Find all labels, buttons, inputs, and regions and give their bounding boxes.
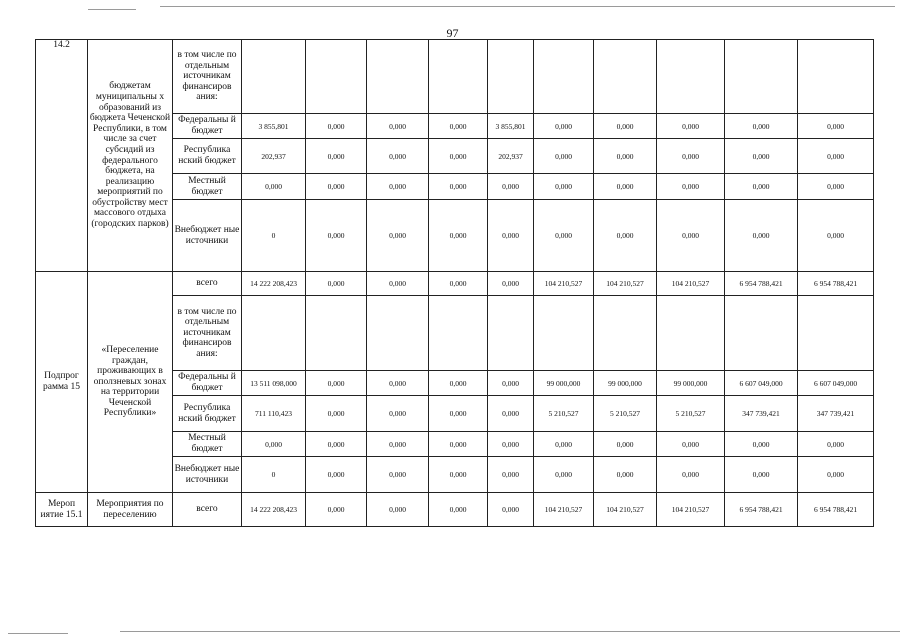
amount-cell: 711 110,423 bbox=[242, 396, 306, 432]
amount-cell: 0,000 bbox=[725, 457, 798, 493]
amount-cell: 0,000 bbox=[429, 396, 488, 432]
amount-cell: 0,000 bbox=[306, 272, 367, 296]
amount-cell: 0,000 bbox=[488, 200, 534, 272]
amount-cell: 0,000 bbox=[242, 432, 306, 457]
amount-cell: 99 000,000 bbox=[594, 371, 657, 396]
amount-cell: 99 000,000 bbox=[657, 371, 725, 396]
amount-cell bbox=[657, 40, 725, 114]
amount-cell: 0,000 bbox=[534, 139, 594, 174]
amount-cell: 0,000 bbox=[367, 457, 429, 493]
amount-cell: 0,000 bbox=[534, 457, 594, 493]
amount-cell: 0,000 bbox=[306, 432, 367, 457]
amount-cell bbox=[306, 40, 367, 114]
amount-cell bbox=[534, 40, 594, 114]
amount-cell: 0,000 bbox=[367, 272, 429, 296]
funding-source: Федеральны й бюджет bbox=[173, 371, 242, 396]
amount-cell: 0,000 bbox=[798, 432, 874, 457]
funding-source: Внебюджет ные источники bbox=[173, 200, 242, 272]
amount-cell: 0,000 bbox=[306, 174, 367, 200]
amount-cell: 0,000 bbox=[725, 200, 798, 272]
funding-source: Местный бюджет bbox=[173, 174, 242, 200]
amount-cell: 0,000 bbox=[725, 114, 798, 139]
amount-cell: 0 bbox=[242, 457, 306, 493]
amount-cell: 5 210,527 bbox=[594, 396, 657, 432]
amount-cell: 6 954 788,421 bbox=[725, 493, 798, 527]
amount-cell: 0,000 bbox=[367, 139, 429, 174]
amount-cell bbox=[367, 40, 429, 114]
amount-cell: 0,000 bbox=[594, 174, 657, 200]
amount-cell: 6 607 049,000 bbox=[798, 371, 874, 396]
amount-cell: 0,000 bbox=[367, 396, 429, 432]
amount-cell: 0,000 bbox=[429, 493, 488, 527]
amount-cell bbox=[367, 296, 429, 371]
funding-source: Внебюджет ные источники bbox=[173, 457, 242, 493]
amount-cell: 0,000 bbox=[594, 432, 657, 457]
page-number: 97 bbox=[446, 26, 459, 40]
amount-cell: 0,000 bbox=[306, 371, 367, 396]
amount-cell: 0 bbox=[242, 200, 306, 272]
row-number: Подпрог рамма 15 bbox=[36, 272, 88, 493]
amount-cell: 202,937 bbox=[242, 139, 306, 174]
amount-cell: 0,000 bbox=[657, 432, 725, 457]
amount-cell: 0,000 bbox=[798, 200, 874, 272]
amount-cell bbox=[594, 40, 657, 114]
amount-cell: 0,000 bbox=[488, 432, 534, 457]
amount-cell: 0,000 bbox=[488, 371, 534, 396]
measure-name: бюджетам муниципальны х образований из бюджета Чеченской Республики, в том числе за счет субсидий из федерального бюджета, на реализацию мероприятий по обустройству мест массового отдыха (городских парков) bbox=[88, 40, 173, 272]
amount-cell: 0,000 bbox=[306, 114, 367, 139]
amount-cell: 0,000 bbox=[306, 493, 367, 527]
amount-cell bbox=[488, 296, 534, 371]
amount-cell bbox=[429, 40, 488, 114]
amount-cell bbox=[429, 296, 488, 371]
amount-cell: 0,000 bbox=[367, 114, 429, 139]
amount-cell: 0,000 bbox=[367, 200, 429, 272]
amount-cell: 0,000 bbox=[429, 432, 488, 457]
amount-cell: 0,000 bbox=[429, 371, 488, 396]
amount-cell bbox=[725, 40, 798, 114]
amount-cell: 6 607 049,000 bbox=[725, 371, 798, 396]
amount-cell: 0,000 bbox=[429, 272, 488, 296]
amount-cell bbox=[594, 296, 657, 371]
amount-cell: 99 000,000 bbox=[534, 371, 594, 396]
amount-cell: 0,000 bbox=[367, 432, 429, 457]
amount-cell: 104 210,527 bbox=[534, 493, 594, 527]
amount-cell: 5 210,527 bbox=[657, 396, 725, 432]
amount-cell: 6 954 788,421 bbox=[725, 272, 798, 296]
amount-cell: 0,000 bbox=[367, 174, 429, 200]
row-number: Мероп иятие 15.1 bbox=[36, 493, 88, 527]
amount-cell: 0,000 bbox=[306, 200, 367, 272]
amount-cell: 0,000 bbox=[488, 272, 534, 296]
amount-cell: 0,000 bbox=[429, 139, 488, 174]
amount-cell bbox=[725, 296, 798, 371]
funding-source: Республика нский бюджет bbox=[173, 139, 242, 174]
amount-cell: 0,000 bbox=[306, 396, 367, 432]
measure-name: Мероприятия по переселению bbox=[88, 493, 173, 527]
scan-edge-bottom-left bbox=[8, 633, 68, 634]
amount-cell: 347 739,421 bbox=[798, 396, 874, 432]
table-row bbox=[36, 493, 874, 527]
amount-cell: 0,000 bbox=[242, 174, 306, 200]
funding-source: всего bbox=[173, 272, 242, 296]
amount-cell: 0,000 bbox=[657, 139, 725, 174]
amount-cell: 0,000 bbox=[534, 114, 594, 139]
amount-cell: 104 210,527 bbox=[657, 272, 725, 296]
table-row bbox=[36, 272, 874, 296]
amount-cell: 0,000 bbox=[429, 457, 488, 493]
amount-cell bbox=[242, 40, 306, 114]
amount-cell: 104 210,527 bbox=[534, 272, 594, 296]
amount-cell: 0,000 bbox=[657, 114, 725, 139]
amount-cell bbox=[242, 296, 306, 371]
funding-source: Федеральны й бюджет bbox=[173, 114, 242, 139]
amount-cell: 104 210,527 bbox=[657, 493, 725, 527]
amount-cell: 0,000 bbox=[306, 139, 367, 174]
table-row bbox=[36, 40, 874, 114]
amount-cell: 3 855,801 bbox=[242, 114, 306, 139]
amount-cell: 0,000 bbox=[798, 139, 874, 174]
amount-cell: 0,000 bbox=[594, 457, 657, 493]
amount-cell: 6 954 788,421 bbox=[798, 272, 874, 296]
amount-cell: 5 210,527 bbox=[534, 396, 594, 432]
amount-cell: 13 511 098,000 bbox=[242, 371, 306, 396]
amount-cell: 0,000 bbox=[429, 114, 488, 139]
funding-source: Республика нский бюджет bbox=[173, 396, 242, 432]
amount-cell: 14 222 208,423 bbox=[242, 272, 306, 296]
amount-cell: 0,000 bbox=[594, 200, 657, 272]
measure-name: «Переселение граждан, проживающих в оползневых зонах на территории Чеченской Республики» bbox=[88, 272, 173, 493]
amount-cell bbox=[488, 40, 534, 114]
amount-cell: 0,000 bbox=[657, 174, 725, 200]
amount-cell: 0,000 bbox=[429, 200, 488, 272]
amount-cell: 0,000 bbox=[534, 432, 594, 457]
amount-cell: 347 739,421 bbox=[725, 396, 798, 432]
amount-cell: 0,000 bbox=[657, 457, 725, 493]
amount-cell: 0,000 bbox=[798, 114, 874, 139]
amount-cell bbox=[798, 40, 874, 114]
amount-cell: 0,000 bbox=[725, 139, 798, 174]
amount-cell: 0,000 bbox=[488, 457, 534, 493]
amount-cell: 0,000 bbox=[594, 114, 657, 139]
amount-cell: 0,000 bbox=[534, 200, 594, 272]
amount-cell: 0,000 bbox=[367, 493, 429, 527]
amount-cell: 0,000 bbox=[534, 174, 594, 200]
amount-cell: 3 855,801 bbox=[488, 114, 534, 139]
amount-cell: 0,000 bbox=[488, 493, 534, 527]
amount-cell: 0,000 bbox=[306, 457, 367, 493]
amount-cell: 14 222 208,423 bbox=[242, 493, 306, 527]
row-number: 14.2 bbox=[36, 40, 88, 272]
amount-cell: 104 210,527 bbox=[594, 272, 657, 296]
amount-cell bbox=[657, 296, 725, 371]
amount-cell: 202,937 bbox=[488, 139, 534, 174]
amount-cell: 6 954 788,421 bbox=[798, 493, 874, 527]
amount-cell: 0,000 bbox=[798, 457, 874, 493]
funding-source: в том числе по отдельным источникам финансиров ания: bbox=[173, 296, 242, 371]
amount-cell: 0,000 bbox=[657, 200, 725, 272]
amount-cell: 0,000 bbox=[725, 432, 798, 457]
amount-cell: 0,000 bbox=[725, 174, 798, 200]
funding-source: Местный бюджет bbox=[173, 432, 242, 457]
funding-source: всего bbox=[173, 493, 242, 527]
amount-cell bbox=[534, 296, 594, 371]
amount-cell: 0,000 bbox=[488, 396, 534, 432]
amount-cell: 0,000 bbox=[367, 371, 429, 396]
funding-source: в том числе по отдельным источникам финансиров ания: bbox=[173, 40, 242, 114]
amount-cell: 0,000 bbox=[488, 174, 534, 200]
scan-edge-top-left bbox=[88, 9, 136, 10]
amount-cell: 0,000 bbox=[594, 139, 657, 174]
amount-cell: 0,000 bbox=[798, 174, 874, 200]
amount-cell bbox=[798, 296, 874, 371]
amount-cell: 104 210,527 bbox=[594, 493, 657, 527]
scan-edge-bottom bbox=[120, 631, 900, 632]
amount-cell bbox=[306, 296, 367, 371]
scan-edge-top bbox=[160, 6, 895, 7]
amount-cell: 0,000 bbox=[429, 174, 488, 200]
financing-table bbox=[35, 39, 874, 527]
